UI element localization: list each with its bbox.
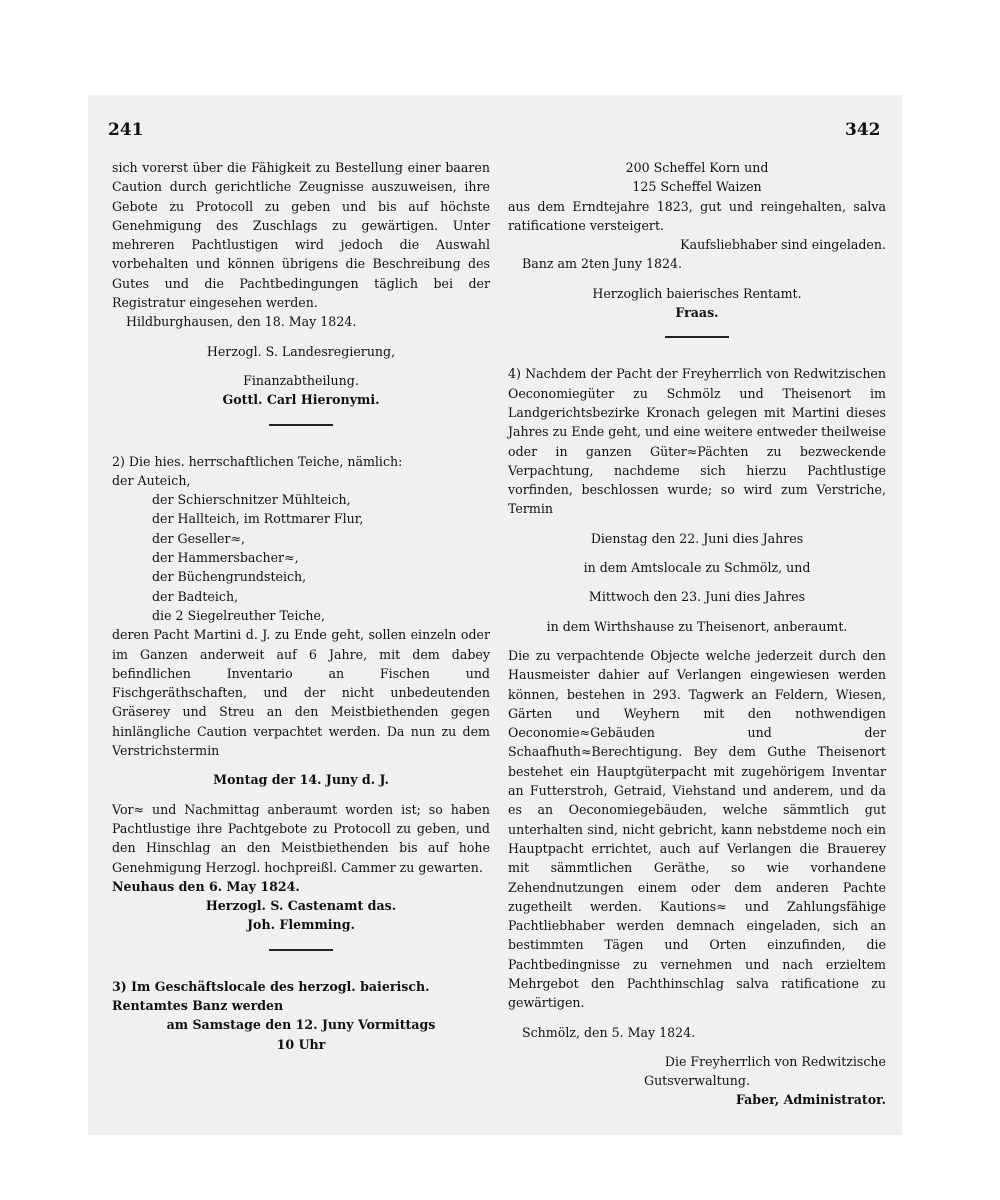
pond-item: der Hammersbacher≈,: [152, 550, 299, 566]
right-column: [508, 158, 886, 1110]
notice4-text: 4) Nachdem der Pacht der Freyherrlich von Redwitzischen Oeconomiegüter zu Schmölz und Theisenort im Landgerichtsbezirke Kronach gelegen mit Martini dieses Jahres zu Ende geht, und eine weitere entweder theilweise oder in ganzen Güter≈Pächten zu bezweckende Verpachtung, nachdeme sich hierzu Pachtlustige vorfinden, beschlossen wurde; so wird zum Verstriche, Termin: [508, 366, 886, 517]
section-divider: [269, 949, 333, 951]
goods-line: 200 Scheffel Korn und: [625, 160, 769, 175]
notice-text: aus dem Erndtejahre 1823, gut und reingehalten, salva ratificatione versteigert.: [508, 198, 886, 233]
authority-line: Herzogl. S. Castenamt das.: [205, 898, 397, 914]
notice1-text: sich vorerst über die Fähigkeit zu Bestellung einer baaren Caution durch gerichtliche Zeugnisse auszuweisen, ihre Gebote zu Protocoll zu geben und bis auf höchste Genehmigung des Zuschlags zu gewärtigen. Unter mehreren Pachtlustigen wird jedoch die Auswahl vorbehalten und können übrigens die Beschreibung des Gutes und die Pachtbedingungen täglich bei der Registratur eingesehen werden.: [112, 160, 490, 311]
termin-location: in dem Wirthshause zu Theisenort, anberaumt.: [546, 618, 848, 634]
signature: Faber, Administrator.: [735, 1092, 886, 1108]
signature: Fraas.: [675, 305, 719, 321]
place-date: Schmölz, den 5. May 1824.: [522, 1024, 696, 1040]
section-divider: [269, 424, 333, 426]
termin-date: Dienstag den 22. Juni dies Jahres: [590, 530, 804, 546]
pond-item: der Geseller≈,: [152, 530, 246, 546]
page-number-right: 342: [845, 120, 881, 140]
termin-date: Mittwoch den 23. Juni dies Jahres: [588, 589, 806, 605]
signature: Gottl. Carl Hieronymi.: [222, 392, 380, 408]
termin-location: in dem Amtslocale zu Schmölz, und: [583, 560, 811, 576]
authority-line: Die Freyherrlich von Redwitzische: [664, 1053, 886, 1069]
notice2-body: deren Pacht Martini d. J. zu Ende geht, sollen einzeln oder im Ganzen anderweit auf 6 Jahre, mit dem dabey befindlichen Inventario an Fischen und Fischgeräthschaften, und der nicht unbedeutenden Gräserey und Streu an den Meistbiethenden gegen hinlängliche Caution verpachtet werden. Da nun zu dem Verstrichstermin: [112, 627, 490, 759]
notice3-text: Rentamtes Banz werden: [112, 997, 284, 1013]
left-column: [112, 158, 490, 1054]
notice2-body2: Vor≈ und Nachmittag anberaumt worden ist; so haben Pachtlustige ihre Pachtgebote zu Protocoll zu geben, und den Hinschlag an den Meistbiethenden bis auf hohe Genehmigung Herzogl. hochpreißl. Cammer zu gewarten.: [112, 801, 490, 875]
authority-line: Gutsverwaltung.: [644, 1073, 750, 1089]
goods-line: 125 Scheffel Waizen: [632, 179, 762, 195]
notice3-text: am Samstage den 12. Juny Vormittags: [166, 1017, 436, 1033]
pond-item: der Hallteich, im Rottmarer Flur,: [152, 511, 364, 527]
buyers-invitation: Kaufsliebhaber sind eingeladen.: [680, 237, 886, 253]
place-date: Hildburghausen, den 18. May 1824.: [126, 314, 357, 330]
pond-list: [112, 471, 490, 625]
notice3-text: 10 Uhr: [276, 1036, 326, 1052]
notice2-intro: 2) Die hies. herrschaftlichen Teiche, nämlich:: [112, 453, 403, 469]
section-divider: [665, 336, 729, 338]
notice3-text: 3) Im Geschäftslocale des herzogl. baierisch.: [112, 978, 430, 994]
termin-date: Montag der 14. Juny d. J.: [213, 772, 389, 788]
authority-line: Herzogl. S. Landesregierung,: [206, 343, 396, 359]
pond-item: der Büchengrundsteich,: [152, 569, 307, 585]
place-date: Banz am 2ten Juny 1824.: [522, 256, 683, 272]
pond-item: der Schierschnitzer Mühlteich,: [152, 492, 351, 508]
place-date: Neuhaus den 6. May 1824.: [112, 878, 300, 894]
page-number-left: 241: [108, 120, 144, 140]
notice4-body: Die zu verpachtende Objecte welche jederzeit durch den Hausmeister dahier auf Verlangen eingewiesen werden können, bestehen in 293. Tagwerk an Feldern, Wiesen, Gärten und Weyhern mit den nothwendigen Oeconomie≈Gebäuden und der Schaafhuth≈Berechtigung. Bey dem Guthe Theisenort bestehet ein Hauptgüterpacht mit zugehörigem Inventar an Futterstroh, Getraid, Viehstand und anderem, und da es an Oeconomiegebäuden, welche sämmtlich gut unterhalten sind, nicht gebricht, kann nebstdeme noch ein Hauptpacht errichtet, auch auf Verlangen die Brauerey mit sämmtlichen Geräthe, so wie vorhandene Zehendnutzungen einem oder dem anderen Pachte zugetheilt werden. Kautions≈ und Zahlungsfähige Pachtliebhaber werden demnach eingeladen, sich an bestimmten Tägen und Orten einzufinden, die Pachtbedingnisse zu vernehmen und nach erzieltem Mehrgebot den Pachthinschlag salva ratificatione zu gewärtigen.: [508, 647, 886, 1011]
pond-item: der Badteich,: [152, 588, 239, 604]
pond-item: die 2 Siegelreuther Teiche,: [152, 607, 325, 623]
pond-item: der Auteich,: [112, 472, 191, 488]
signature: Joh. Flemming.: [247, 917, 355, 933]
authority-line: Finanzabtheilung.: [243, 372, 359, 388]
authority-line: Herzoglich baierisches Rentamt.: [592, 285, 802, 301]
